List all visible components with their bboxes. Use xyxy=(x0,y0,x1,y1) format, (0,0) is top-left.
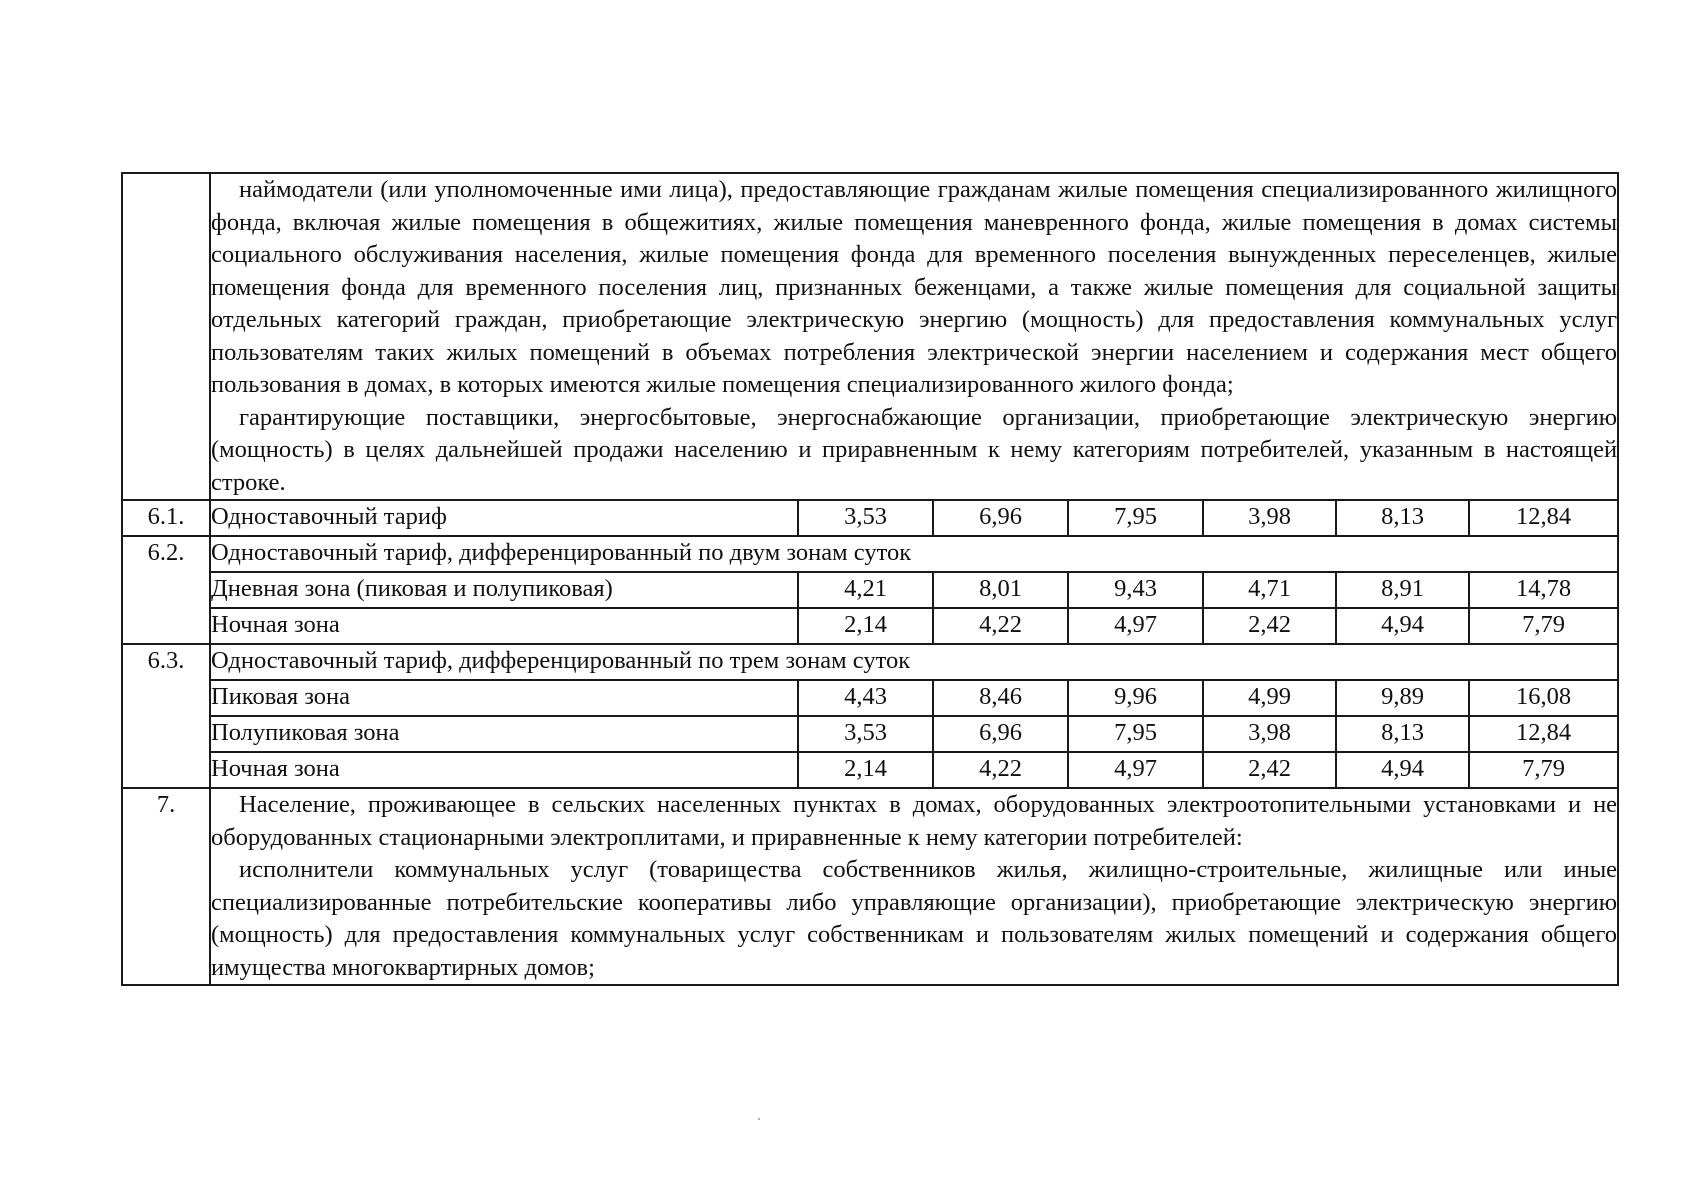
tariff-value: 4,43 xyxy=(798,680,933,716)
row-label-cell: Пиковая зона xyxy=(210,680,798,716)
table-row-6-2-day xyxy=(122,572,1618,608)
row-heading-cell: Одноставочный тариф, дифференцированный по двум зонам суток xyxy=(210,536,1618,572)
tariff-value: 8,13 xyxy=(1336,716,1469,752)
table-row-intro xyxy=(122,173,1618,500)
tariff-value: 7,79 xyxy=(1469,752,1618,788)
table-row-6-2-night xyxy=(122,608,1618,644)
table-row-6-3-heading xyxy=(122,644,1618,680)
tariff-value: 7,79 xyxy=(1469,608,1618,644)
tariff-value: 8,13 xyxy=(1336,500,1469,536)
tariff-value: 9,96 xyxy=(1068,680,1203,716)
tariff-value: 3,53 xyxy=(798,500,933,536)
tariff-value: 14,78 xyxy=(1469,572,1618,608)
tariff-value: 12,84 xyxy=(1469,500,1618,536)
row-label-cell: Полупиковая зона xyxy=(210,716,798,752)
table-row-6-2-heading xyxy=(122,536,1618,572)
tariff-value: 2,42 xyxy=(1203,608,1336,644)
paragraph: гарантирующие поставщики, энергосбытовые, энергоснабжающие организации, приобретающие электрическую энергию (мощность) в целях дальнейшей продажи населению и приравненным к нему категориям потребителей, указанным в настоящей строке. xyxy=(211,403,1618,496)
table-row-7 xyxy=(122,788,1618,985)
tariff-value: 3,98 xyxy=(1203,500,1336,536)
paragraph: Население, проживающее в сельских населенных пунктах в домах, оборудованных электроотопительными установками и не оборудованных стационарными электроплитами, и приравненные к нему категории потребителей: xyxy=(211,791,1618,851)
row-label-cell: Ночная зона xyxy=(210,752,798,788)
row-label-cell: Дневная зона (пиковая и полупиковая) xyxy=(210,572,798,608)
row-label-cell: Одноставочный тариф xyxy=(210,500,798,536)
tariff-value: 4,94 xyxy=(1336,752,1469,788)
tariff-value: 8,01 xyxy=(933,572,1068,608)
row-heading-cell: Одноставочный тариф, дифференцированный по трем зонам суток xyxy=(210,644,1618,680)
row-number-cell: 6.2. xyxy=(122,536,210,644)
tariff-value: 4,71 xyxy=(1203,572,1336,608)
paragraph: исполнители коммунальных услуг (товарищества собственников жилья, жилищно-строительные, жилищные или иные специализированные потребительские кооперативы либо управляющие организации), приобретающие электрическую энергию (мощность) для предоставления коммунальных услуг собственникам и пользователям жилых помещений и содержания общего имущества многоквартирных домов; xyxy=(211,856,1618,981)
tariff-value: 6,96 xyxy=(933,500,1068,536)
tariff-value: 4,99 xyxy=(1203,680,1336,716)
row-description-cell xyxy=(210,173,1618,500)
tariff-value: 2,14 xyxy=(798,752,933,788)
tariff-value: 9,43 xyxy=(1068,572,1203,608)
tariff-table xyxy=(121,172,1619,986)
tariff-value: 3,53 xyxy=(798,716,933,752)
tariff-value: 2,14 xyxy=(798,608,933,644)
row-number-cell: 6.3. xyxy=(122,644,210,788)
row-number-cell: 7. xyxy=(122,788,210,985)
tariff-value: 16,08 xyxy=(1469,680,1618,716)
tariff-value: 9,89 xyxy=(1336,680,1469,716)
tariff-value: 4,22 xyxy=(933,608,1068,644)
tariff-value: 3,98 xyxy=(1203,716,1336,752)
tariff-value: 6,96 xyxy=(933,716,1068,752)
tariff-value: 12,84 xyxy=(1469,716,1618,752)
table-row-6-3-peak xyxy=(122,680,1618,716)
row-label-cell: Ночная зона xyxy=(210,608,798,644)
paragraph: наймодатели (или уполномоченные ими лица), предоставляющие гражданам жилые помещения специализированного жилищного фонда, включая жилые помещения в общежитиях, жилые помещения маневренного фонда, жилые помещения в домах системы социального обслуживания населения, жилые помещения фонда для временного поселения вынужденных переселенцев, жилые помещения фонда для временного поселения лиц, признанных беженцами, а также жилые помещения для социальной защиты отдельных категорий граждан, приобретающие электрическую энергию (мощность) для предоставления коммунальных услуг пользователям таких жилых помещений в объемах потребления электрической энергии населением и содержания мест общего пользования в домах, в которых имеются жилые помещения специализированного жилого фонда; xyxy=(211,176,1618,398)
tariff-value: 7,95 xyxy=(1068,500,1203,536)
table-row-6-1 xyxy=(122,500,1618,536)
tariff-value: 4,22 xyxy=(933,752,1068,788)
tariff-value: 4,97 xyxy=(1068,752,1203,788)
tariff-value: 4,94 xyxy=(1336,608,1469,644)
scan-speck xyxy=(758,1118,760,1120)
row-number-cell: 6.1. xyxy=(122,500,210,536)
tariff-value: 2,42 xyxy=(1203,752,1336,788)
table-row-6-3-night xyxy=(122,752,1618,788)
tariff-value: 7,95 xyxy=(1068,716,1203,752)
row-number-cell xyxy=(122,173,210,500)
tariff-value: 8,46 xyxy=(933,680,1068,716)
row-description-cell xyxy=(210,788,1618,985)
table-row-6-3-semipeak xyxy=(122,716,1618,752)
tariff-value: 8,91 xyxy=(1336,572,1469,608)
tariff-value: 4,21 xyxy=(798,572,933,608)
tariff-value: 4,97 xyxy=(1068,608,1203,644)
